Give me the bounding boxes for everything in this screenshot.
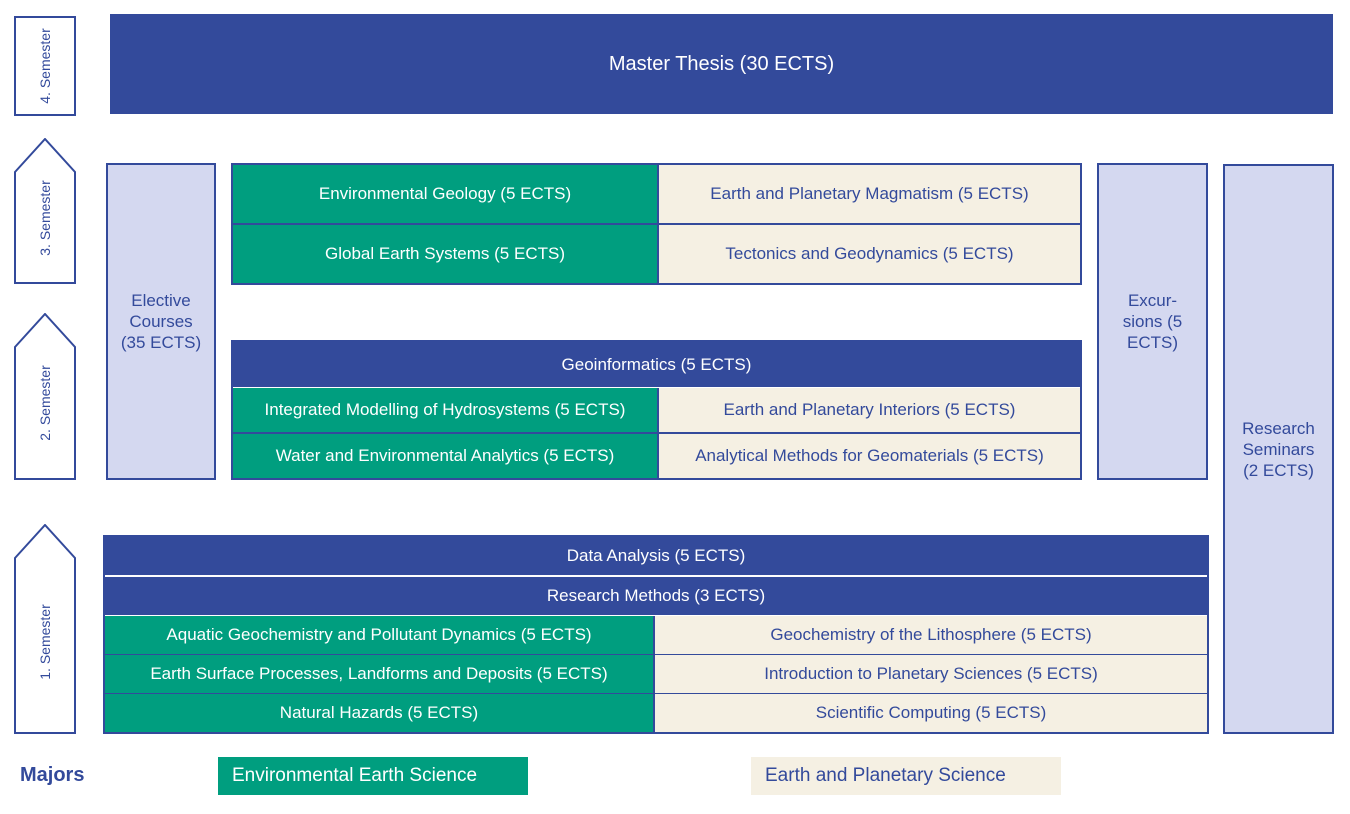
semester-4-marker xyxy=(14,16,76,116)
module-geoinformatics: Geoinformatics (5 ECTS) xyxy=(233,342,1080,387)
research-seminars-block: Research Seminars (2 ECTS) xyxy=(1223,164,1334,734)
module-analytical-methods-geomaterials: Analytical Methods for Geomaterials (5 ECTS) xyxy=(659,434,1080,478)
module-scientific-computing: Scientific Computing (5 ECTS) xyxy=(655,694,1207,732)
legend-earth-planetary-science: Earth and Planetary Science xyxy=(751,757,1061,795)
module-tectonics-geodynamics: Tectonics and Geodynamics (5 ECTS) xyxy=(659,225,1080,283)
semester-1-major-rows xyxy=(105,616,1207,732)
semester-1-marker xyxy=(14,524,76,734)
semester-4-label: 4. Semester xyxy=(37,28,53,104)
semester-1-label: 1. Semester xyxy=(37,603,53,680)
semester-2-modules xyxy=(231,340,1082,480)
module-geochemistry-lithosphere: Geochemistry of the Lithosphere (5 ECTS) xyxy=(655,616,1207,654)
elective-courses-block: Elective Courses (35 ECTS) xyxy=(106,163,216,480)
semester-3-marker xyxy=(14,138,76,284)
excursions-block: Excur-sions (5 ECTS) xyxy=(1097,163,1208,480)
module-planetary-magmatism: Earth and Planetary Magmatism (5 ECTS) xyxy=(659,165,1080,223)
module-global-earth-systems: Global Earth Systems (5 ECTS) xyxy=(233,225,657,283)
module-environmental-geology: Environmental Geology (5 ECTS) xyxy=(233,165,657,223)
legend-title: Majors xyxy=(20,764,85,786)
semester-3-label: 3. Semester xyxy=(37,180,53,257)
master-thesis-block: Master Thesis (30 ECTS) xyxy=(110,14,1333,114)
semester-1-modules xyxy=(103,535,1209,734)
module-intro-planetary-sciences: Introduction to Planetary Sciences (5 ECTS) xyxy=(655,655,1207,693)
semester-2-label: 2. Semester xyxy=(37,365,53,441)
semester-2-major-rows xyxy=(233,388,1080,478)
module-water-analytics: Water and Environmental Analytics (5 ECTS) xyxy=(233,434,657,478)
legend-environmental-earth-science: Environmental Earth Science xyxy=(218,757,528,795)
semester-2-marker xyxy=(14,313,76,480)
module-aquatic-geochemistry: Aquatic Geochemistry and Pollutant Dynamics (5 ECTS) xyxy=(105,616,653,654)
module-natural-hazards: Natural Hazards (5 ECTS) xyxy=(105,694,653,732)
semester-3-modules xyxy=(231,163,1082,285)
module-data-analysis: Data Analysis (5 ECTS) xyxy=(105,537,1207,575)
module-research-methods: Research Methods (3 ECTS) xyxy=(105,577,1207,615)
module-integrated-modelling: Integrated Modelling of Hydrosystems (5 ECTS) xyxy=(233,388,657,432)
module-earth-surface-processes: Earth Surface Processes, Landforms and Deposits (5 ECTS) xyxy=(105,655,653,693)
module-planetary-interiors: Earth and Planetary Interiors (5 ECTS) xyxy=(659,388,1080,432)
